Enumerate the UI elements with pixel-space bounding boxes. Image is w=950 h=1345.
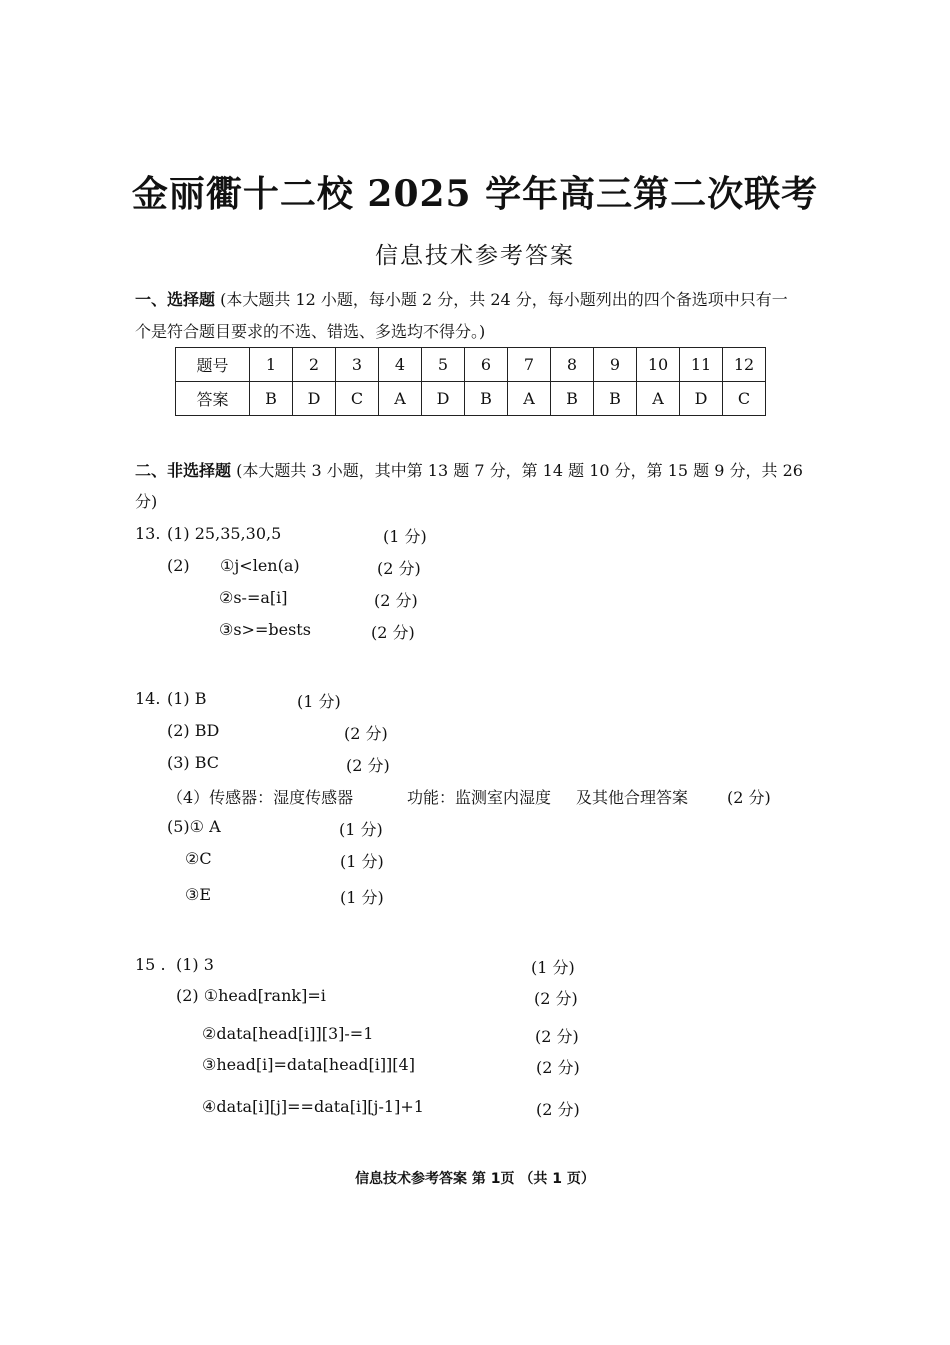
table-header-number: 题号	[176, 348, 250, 382]
table-cell: 4	[379, 348, 422, 382]
q13-score-2a: (2 分)	[377, 559, 421, 578]
table-cell: D	[680, 382, 723, 416]
q14-answer-4-other: 及其他合理答案	[576, 788, 689, 807]
answer-table	[175, 347, 766, 416]
q14-score-3: (2 分)	[346, 756, 390, 775]
section1-desc-line1: (本大题共 12 小题，每小题 2 分，共 24 分，每小题列出的四个备选项中只有一	[220, 290, 788, 309]
table-cell: 10	[637, 348, 680, 382]
q13-answer-2a: ①j<len(a)	[220, 556, 300, 575]
table-cell: B	[594, 382, 637, 416]
q15-answer-2b: ②data[head[i]][3]-=1	[202, 1024, 374, 1043]
q14-score-5c: (1 分)	[340, 888, 384, 907]
q14-answer-4-sensor: （4）传感器：湿度传感器	[167, 788, 354, 807]
table-cell: D	[422, 382, 465, 416]
table-cell: 11	[680, 348, 723, 382]
table-cell: B	[250, 382, 293, 416]
table-cell: 9	[594, 348, 637, 382]
q15-score-2c: (2 分)	[536, 1058, 580, 1077]
table-header-answer: 答案	[176, 382, 250, 416]
q15-score-2a: (2 分)	[534, 989, 578, 1008]
section1-intro	[135, 284, 788, 316]
q14-answer-2: (2) BD	[167, 721, 220, 740]
table-cell: 3	[336, 348, 379, 382]
q14-score-2: (2 分)	[344, 724, 388, 743]
table-row-numbers	[176, 348, 766, 382]
table-cell: 8	[551, 348, 594, 382]
q13-score-1: (1 分)	[383, 527, 427, 546]
page-title: 金丽衢十二校 2025 学年高三第二次联考	[131, 173, 819, 215]
table-cell: 6	[465, 348, 508, 382]
q14-answer-3: (3) BC	[167, 753, 220, 772]
q14-answer-4-function: 功能：监测室内湿度	[407, 788, 552, 807]
page-subtitle: 信息技术参考答案	[375, 243, 575, 269]
section2-intro	[135, 455, 803, 487]
q13-answer-2c: ③s>=bests	[219, 620, 311, 639]
table-cell: D	[293, 382, 336, 416]
q15-answer-1: (1) 3	[176, 955, 214, 974]
page-footer: 信息技术参考答案 第 1页 （共 1 页）	[355, 1171, 595, 1187]
q13-part-2-label: (2)	[167, 556, 190, 575]
q14-answer-5c: ③E	[185, 885, 212, 904]
table-cell: 2	[293, 348, 336, 382]
q14-score-5b: (1 分)	[340, 852, 384, 871]
q13-answer-2b: ②s-=a[i]	[219, 588, 288, 607]
table-cell: A	[637, 382, 680, 416]
q14-score-5a: (1 分)	[339, 820, 383, 839]
table-cell: 1	[250, 348, 293, 382]
q14-answer-5b: ②C	[185, 849, 212, 868]
table-cell: A	[508, 382, 551, 416]
q14-answer-5a: (5)① A	[167, 817, 221, 836]
q15-score-1: (1 分)	[531, 958, 575, 977]
q15-answer-2d: ④data[i][j]==data[i][j-1]+1	[202, 1097, 424, 1116]
table-cell: 5	[422, 348, 465, 382]
q15-score-2b: (2 分)	[535, 1027, 579, 1046]
q14-score-1: (1 分)	[297, 692, 341, 711]
q13-score-2b: (2 分)	[374, 591, 418, 610]
table-cell: A	[379, 382, 422, 416]
section1-desc-line2: 个是符合题目要求的不选、错选、多选均不得分。)	[135, 322, 486, 341]
q15-answer-2a: (2) ①head[rank]=i	[176, 986, 326, 1005]
section2-heading: 二、非选择题	[135, 461, 232, 480]
table-cell: C	[336, 382, 379, 416]
table-cell: 12	[723, 348, 766, 382]
q13-score-2c: (2 分)	[371, 623, 415, 642]
table-cell: B	[465, 382, 508, 416]
q15-answer-2c: ③head[i]=data[head[i]][4]	[202, 1055, 415, 1074]
table-cell: B	[551, 382, 594, 416]
section2-desc-line2: 分)	[135, 492, 158, 511]
q14-number: 14.	[135, 689, 161, 708]
q14-score-4: (2 分)	[727, 788, 771, 807]
q13-answer-1: (1) 25,35,30,5	[167, 524, 282, 543]
section1-heading: 一、选择题	[135, 290, 216, 309]
q14-answer-1: (1) B	[167, 689, 207, 708]
table-cell: 7	[508, 348, 551, 382]
q15-number: 15 .	[135, 955, 166, 974]
table-cell: C	[723, 382, 766, 416]
q13-number: 13.	[135, 524, 161, 543]
q15-score-2d: (2 分)	[536, 1100, 580, 1119]
table-row-answers	[176, 382, 766, 416]
section2-desc-line1: (本大题共 3 小题，其中第 13 题 7 分，第 14 题 10 分，第 15 题 9 分，共 26	[236, 461, 803, 480]
